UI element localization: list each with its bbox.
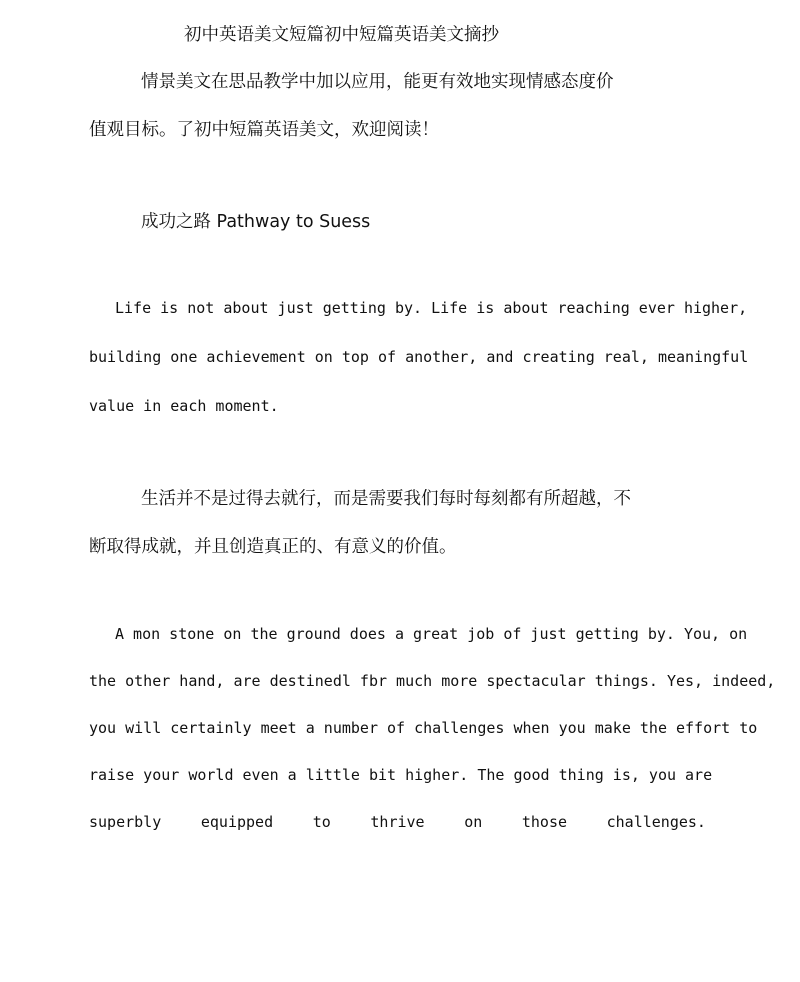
- para2-en-line-4: raise your world even a little bit higher. The good thing is, you are: [89, 766, 713, 784]
- para2-en-line-2: the other hand, are destinedl fbr much more spectacular things. Yes, indeed,: [89, 672, 776, 690]
- para1-cn-line-1: 生活并不是过得去就行，而是需要我们每时每刻都有所超越，不: [141, 489, 631, 509]
- document-title: 初中英语美文短篇初中短篇英语美文摘抄: [184, 25, 499, 45]
- para1-en-line-2: building one achievement on top of another, and creating real, meaningful: [89, 348, 749, 366]
- para2-en-line-5: [89, 813, 706, 831]
- para1-en-line-1: Life is not about just getting by. Life is about reaching ever higher,: [115, 299, 748, 317]
- justified-word: those: [521, 813, 568, 831]
- justified-word: challenges.: [606, 813, 706, 831]
- section-heading: 成功之路 Pathway to Suess: [141, 212, 371, 232]
- intro-line-1: 情景美文在思品教学中加以应用，能更有效地实现情感态度价: [141, 72, 614, 92]
- para2-en-line-3: you will certainly meet a number of challenges when you make the effort to: [89, 719, 758, 737]
- justified-word: on: [464, 813, 483, 831]
- para2-en-line-1: A mon stone on the ground does a great job of just getting by. You, on: [115, 625, 748, 643]
- justified-word: thrive: [370, 813, 425, 831]
- justified-word: equipped: [200, 813, 274, 831]
- para1-en-line-3: value in each moment.: [89, 397, 279, 415]
- intro-line-2: 值观目标。了初中短篇英语美文，欢迎阅读！: [89, 120, 439, 140]
- justified-word: to: [312, 813, 331, 831]
- para1-cn-line-2: 断取得成就，并且创造真正的、有意义的价值。: [89, 537, 457, 557]
- justified-word: superbly: [89, 813, 162, 831]
